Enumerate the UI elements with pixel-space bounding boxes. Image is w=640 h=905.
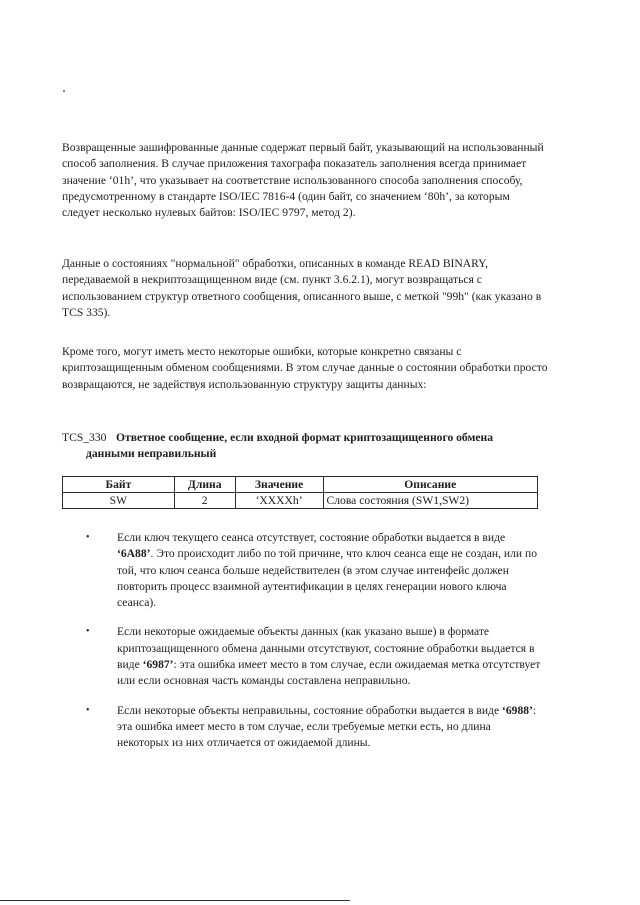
header-byte: Байт xyxy=(63,477,175,493)
paragraph-normal-status: Данные о состояниях "нормальной" обработки, описанных в команде READ BINARY, передаваемой в некриптозащищенном виде (см. пункт 3.6.2.1), могут возвращаться с использованием структур ответного сообщения, описанного выше, с меткой "99h" (как указано в TCS 335). xyxy=(62,257,542,319)
status-code: ‘6A88’ xyxy=(117,547,151,561)
response-table xyxy=(62,476,538,509)
error-list xyxy=(86,530,542,765)
bullet-text-before: Если некоторые ожидаемые объекты данных (как указано выше) в формате криптозащищенного обмена данными отсутствуют, состояние обработки выдается в виде xyxy=(117,625,535,672)
cell-byte: SW xyxy=(63,493,175,509)
bullet-text-before: Если ключ текущего сеанса отсутствует, состояние обработки выдается в виде xyxy=(117,531,506,544)
table-row xyxy=(63,493,538,509)
caption-title-line2: данными неправильный xyxy=(86,447,217,461)
cell-length: 2 xyxy=(174,493,235,509)
bullet-text-before: Если некоторые объекты неправильны, состояние обработки выдается в виде xyxy=(117,703,502,717)
bullet-text-after: : эта ошибка имеет место в том случае, если ожидаемая метка отсутствует или если основная часть команды составлена неправильно. xyxy=(117,658,541,688)
cell-value: ‘XXXXh’ xyxy=(235,493,323,509)
list-item xyxy=(86,530,542,611)
scan-speck xyxy=(63,90,65,92)
list-item xyxy=(86,703,542,752)
table-header-row xyxy=(63,477,538,493)
paragraph-padding-info: Возвращенные зашифрованные данные содержат первый байт, указывающий на использованный способ заполнения. В случае приложения тахографа показатель заполнения всегда принимает значение ‘01h’, что указывает на соответствие использованного способа заполнения способу, предусмотренному в стандарте ISO/IEC 7816-4 (один байт, со значением ‘80h’, за которым следует несколько нулевых байтов: ISO/IEC 9797, метод 2). xyxy=(62,141,544,220)
bullet-text-after: . Это происходит либо по той причине, что ключ сеанса еще не создан, или по той, что ключ сеанса больше недействителен (в этом случае интенфейс должен повторить процесс взаимной аутентификации в целях генерации нового ключа сеанса). xyxy=(117,547,538,610)
header-length: Длина xyxy=(174,477,235,493)
header-value: Значение xyxy=(235,477,323,493)
footnote-divider xyxy=(0,900,350,901)
bullet-text-after: : эта ошибка имеет место в том случае, если требуемые метки есть, но длина некоторых из них отличается от ожидаемой длины. xyxy=(117,703,537,750)
list-item xyxy=(86,624,542,689)
caption-title-line1: Ответное сообщение, если входной формат криптозащищенного обмена xyxy=(116,431,494,444)
table-caption xyxy=(62,430,562,463)
header-description: Описание xyxy=(323,477,537,493)
bullet-icon: • xyxy=(86,704,90,716)
bullet-icon: • xyxy=(86,532,90,543)
bullet-icon: • xyxy=(86,626,90,638)
caption-id: TCS_330 xyxy=(62,431,107,444)
status-code: ‘6987’ xyxy=(142,658,174,672)
cell-description: Слова состояния (SW1,SW2) xyxy=(323,493,537,509)
paragraph-secure-errors: Кроме того, могут иметь место некоторые ошибки, которые конкретно связаны с криптозащищенным обменом сообщениями. В этом случае данные о состоянии обработки просто возвращаются, не задействуя использованную структуру защиты данных: xyxy=(62,345,548,391)
status-code: ‘6988’ xyxy=(502,703,533,717)
